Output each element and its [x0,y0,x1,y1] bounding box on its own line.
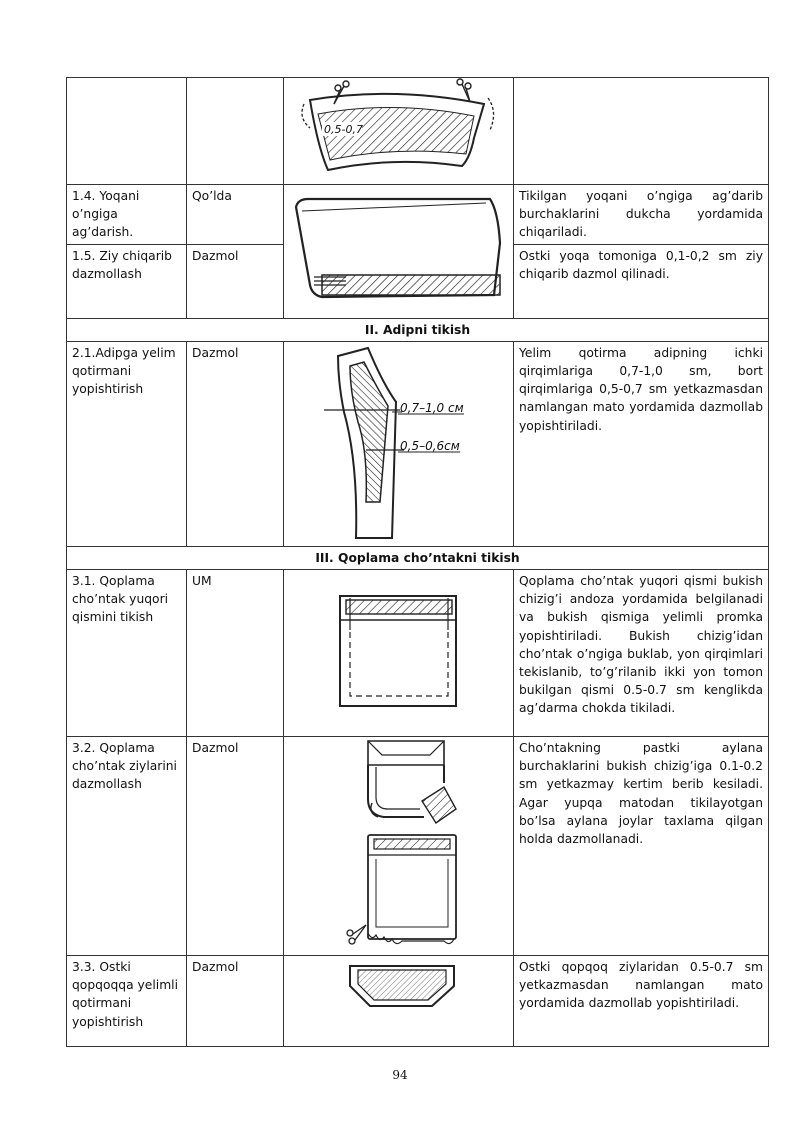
collar-turn-figure [284,185,514,319]
operation-tool: Dazmol [187,956,284,1047]
table-row [67,341,769,546]
operation-description: Ostki qopqoq ziylaridan 0.5-0.7 sm yetkazmasdan namlangan mato yordamida dazmollab yopishtiriladi. [514,956,769,1047]
facing-edge-label: 0,5–0,6см [400,438,460,453]
table-row [67,956,769,1047]
operation-tool: Dazmol [187,737,284,956]
pocket-press-figure [284,737,514,956]
table-row [67,185,769,245]
operation-name: 3.2. Qoplama cho’ntak ziylarini dazmollash [67,737,187,956]
collar-measure-label: 0,5-0,7 [324,123,363,136]
facing-inner-label: 0,7–1,0 см [400,400,464,415]
table-row [67,737,769,956]
table-row [67,570,769,737]
section-title: II. Adipni tikish [67,318,769,341]
scissors-icon [457,79,471,102]
scissors-icon [334,81,349,104]
section-title: III. Qoplama cho’ntakni tikish [67,546,769,569]
facing-interfacing-figure [284,341,514,546]
operation-name: 2.1.Adipga yelim qotirmani yopishtirish [67,341,187,546]
pocket-top-figure [284,570,514,737]
operation-tool: Dazmol [187,244,284,318]
operation-name: 1.5. Ziy chiqarib dazmollash [67,244,187,318]
process-table [66,77,769,1047]
section-row [67,546,769,569]
operation-description: Tikilgan yoqani o’ngiga ag’darib burchaklarini dukcha yordamida chiqariladi. [514,185,769,245]
operation-name: 3.3. Ostki qopqoqqa yelimli qotirmani yopishtirish [67,956,187,1047]
empty-cell [187,78,284,185]
operation-name: 1.4. Yoqani o’ngiga ag’darish. [67,185,187,245]
operation-tool: Qo’lda [187,185,284,245]
operation-description: Yelim qotirma adipning ichki qirqimlariga 0,7-1,0 sm, bort qirqimlariga 0,5-0,7 sm yetkazmasdan namlangan mato yordamida dazmollab yopishtiriladi. [514,341,769,546]
flap-interfacing-figure [284,956,514,1047]
empty-cell [67,78,187,185]
page-number: 94 [392,1068,408,1082]
collar-seam-figure [284,78,514,185]
operation-description: Cho’ntakning pastki aylana burchaklarini bukish chizig’iga 0.1-0.2 sm yetkazmay kertim berib kesiladi. Agar yupqa matodan tikilayotgan bo’lsa aylana joylar taxlama qilgan holda dazmollanadi. [514,737,769,956]
operation-name: 3.1. Qoplama cho’ntak yuqori qismini tikish [67,570,187,737]
table-row [67,78,769,185]
operation-tool: UM [187,570,284,737]
operation-description: Ostki yoqa tomoniga 0,1-0,2 sm ziy chiqarib dazmol qilinadi. [514,244,769,318]
section-row [67,318,769,341]
operation-description: Qoplama cho’ntak yuqori qismi bukish chizig’i andoza yordamida belgilanadi va bukish qismiga yelimli promka yopishtiriladi. Bukish chizig’idan cho’ntak o’ngiga buklab, yon qirqimlari tekislanib, to’g’rilanib ikki yon tomon bukilgan qismi 0.5-0.7 sm kenglikda ag’darma chokda tikiladi. [514,570,769,737]
empty-cell [514,78,769,185]
operation-tool: Dazmol [187,341,284,546]
scissors-icon [347,925,366,944]
